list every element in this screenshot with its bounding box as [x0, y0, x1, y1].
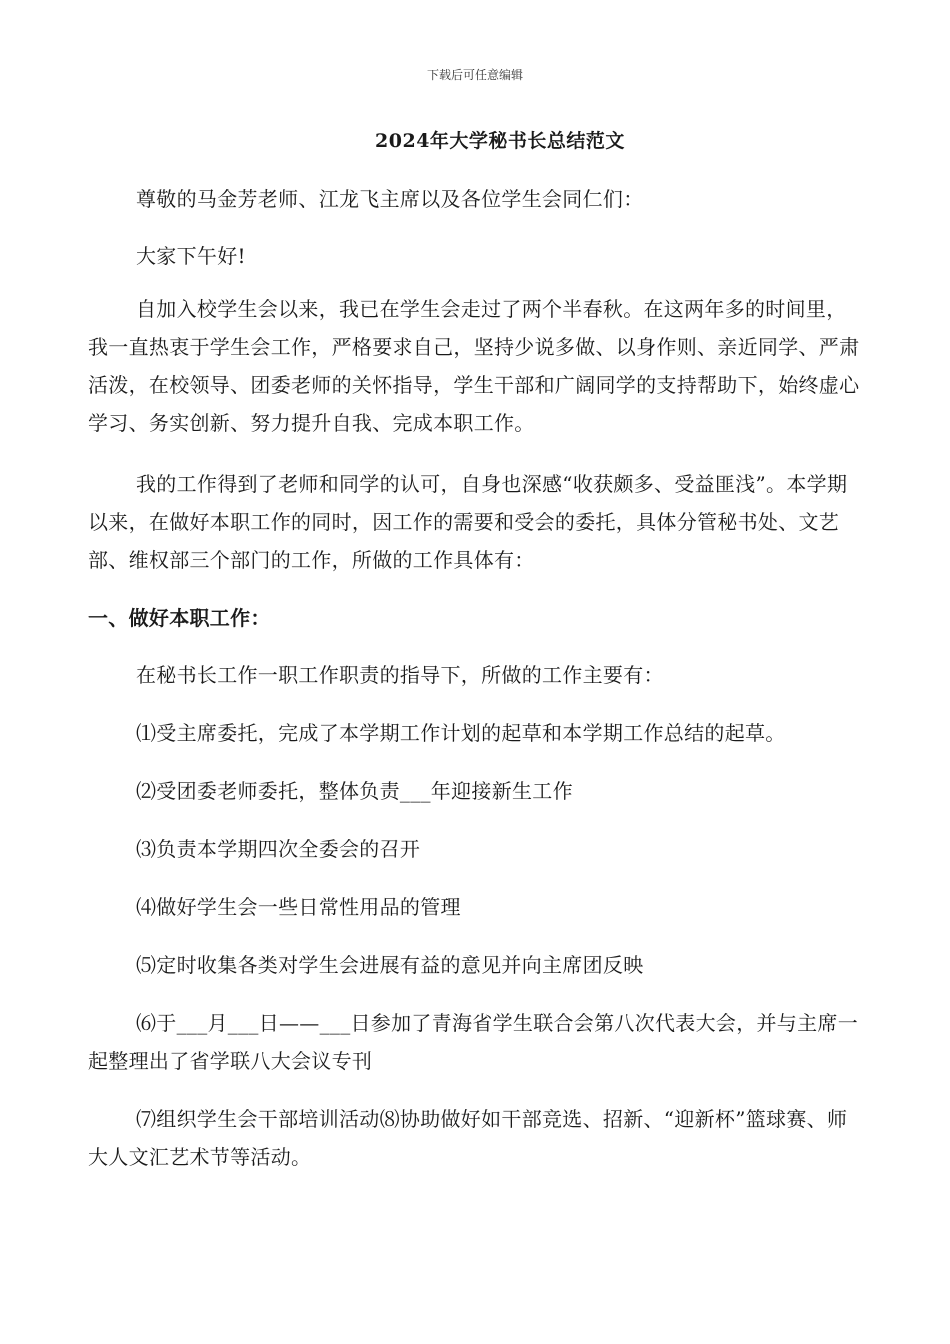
paragraph-2: 我的工作得到了老师和同学的认可，自身也深感“收获颇多、受益匪浅”。本学期以来，在做好本职工作的同时，因工作的需要和受会的委托，具体分管秘书处、文艺部、维权部三个部门的工作，所做的工作具体有：	[88, 472, 848, 572]
header-note: 下载后可任意编辑	[426, 68, 523, 82]
salutation: 尊敬的马金芳老师、江龙飞主席以及各位学生会同仁们：	[136, 187, 644, 211]
list-item: ⑹于___月___日——___日参加了青海省学生联合会第八次代表大会，并与主席一起整理出了省学联八大会议专刊	[88, 1011, 858, 1073]
list-item: ⑵受团委老师委托，整体负责___年迎接新生工作	[136, 779, 573, 803]
greeting: 大家下午好!	[136, 244, 246, 268]
document-title: 2024年大学秘书长总结范文	[375, 130, 625, 152]
intro-line: 在秘书长工作一职工作职责的指导下，所做的工作主要有：	[136, 663, 664, 687]
paragraph-1: 自加入校学生会以来，我已在学生会走过了两个半春秋。在这两年多的时间里，我一直热衷于学生会工作，严格要求自己，坚持少说多做、以身作则、亲近同学、严肃活泼，在校领导、团委老师的关怀指导，学生干部和广阔同学的支持帮助下，始终虚心学习、务实创新、努力提升自我、完成本职工作。	[88, 297, 860, 435]
list-item: ⑸定时收集各类对学生会进展有益的意见并向主席团反映	[136, 953, 644, 977]
list-item: ⑷做好学生会一些日常性用品的管理	[136, 895, 461, 919]
section-heading: 一、做好本职工作：	[88, 606, 271, 630]
list-item: ⑴受主席委托，完成了本学期工作计划的起草和本学期工作总结的起草。	[136, 721, 786, 745]
list-item: ⑶负责本学期四次全委会的召开	[136, 837, 421, 861]
list-item: ⑺组织学生会干部培训活动⑻协助做好如干部竞选、招新、“迎新杯”篮球赛、师大人文汇艺术节等活动。	[88, 1107, 848, 1169]
